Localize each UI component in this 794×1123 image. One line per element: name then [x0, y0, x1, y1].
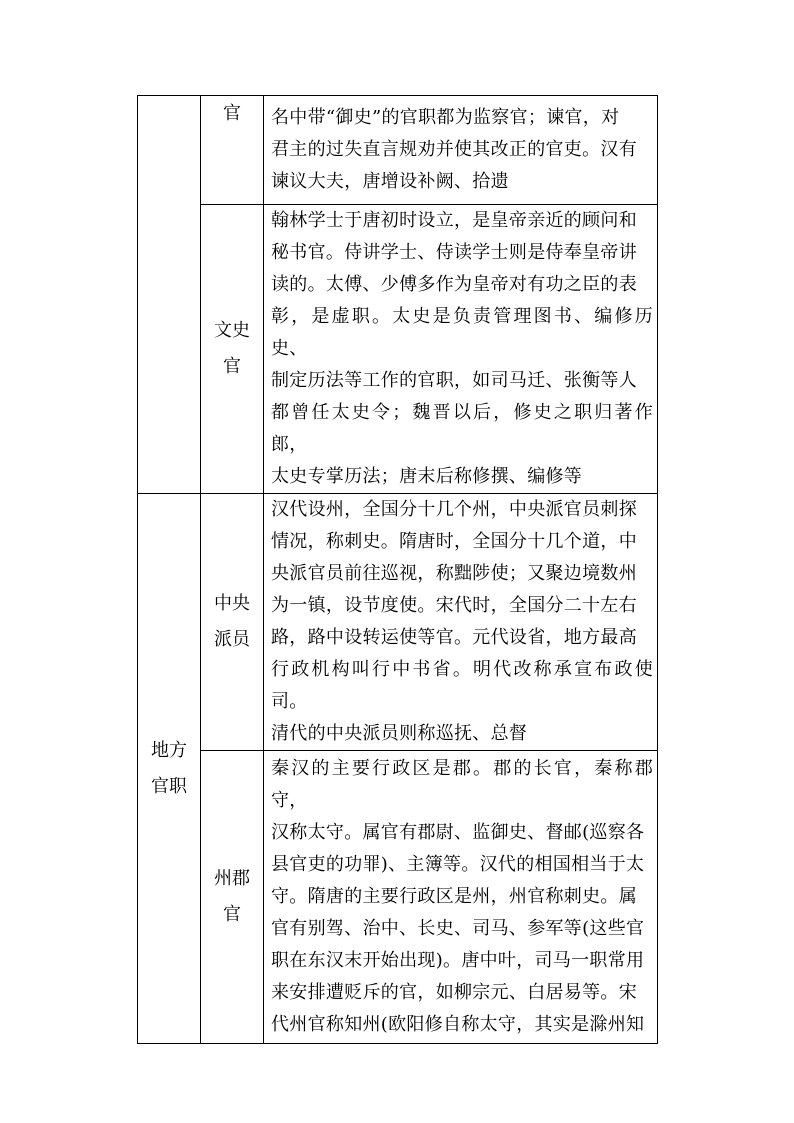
description-line: 央派官员前往巡视，称黜陟使；又聚边境数州 [271, 563, 637, 584]
description-line: 官有别驾、治中、长史、司马、参军等(这些官 [271, 918, 645, 939]
subcategory-cell [201, 205, 264, 494]
description-line: 翰林学士于唐初时设立，是皇帝亲近的顾问和 [271, 210, 637, 231]
table-row [138, 205, 658, 494]
subcategory-label: 中央 [214, 593, 250, 614]
description-line: 守。隋唐的主要行政区是州，州官称刺史。属 [271, 886, 637, 907]
description-line: 名中带“御史”的官职都为监察官；谏官，对 [271, 107, 620, 128]
category-label: 地方 [151, 739, 187, 761]
category-cell-empty [138, 96, 201, 494]
description-line: 职在东汉末开始出现)。唐中叶，司马一职常用 [271, 950, 645, 971]
description-line: 代州官称知州(欧阳修自称太守，其实是滁州知 [271, 1014, 645, 1035]
description-line: 路，路中设转运使等官。元代设省，地方最高 [271, 627, 637, 648]
subcategory-cell [201, 96, 264, 205]
description-line: 为一镇，设节度使。宋代时，全国分二十左右 [271, 595, 637, 616]
subcategory-label: 官 [223, 103, 241, 124]
description-line: 汉称太守。属官有郡尉、监御史、督邮(巡察各 [271, 822, 645, 843]
description-cell [264, 205, 658, 494]
table-row [138, 494, 658, 751]
description-line: 秘书官。侍讲学士、侍读学士则是侍奉皇帝讲 [271, 242, 637, 263]
description-line: 汉代设州，全国分十几个州，中央派官员刺探 [271, 499, 637, 520]
category-cell [138, 494, 201, 1044]
subcategory-label: 文史 [214, 320, 250, 341]
description-line: 都曾任太史令；魏晋以后，修史之职归著作郎， [271, 402, 653, 455]
description-line: 读的。太傅、少傅多作为皇帝对有功之臣的表 [271, 274, 637, 295]
official-positions-table [137, 95, 658, 1044]
subcategory-label: 派员 [214, 629, 250, 650]
subcategory-label: 官 [223, 356, 241, 377]
description-line: 制定历法等工作的官职，如司马迁、张衡等人 [271, 370, 637, 391]
subcategory-label: 官 [223, 904, 241, 925]
description-line: 谏议大夫，唐增设补阙、拾遗 [271, 171, 509, 192]
subcategory-cell [201, 751, 264, 1044]
description-line: 来安排遭贬斥的官，如柳宗元、白居易等。宋 [271, 982, 637, 1003]
description-line: 太史专掌历法；唐末后称修撰、编修等 [271, 466, 583, 487]
description-cell [264, 751, 658, 1044]
description-line: 秦汉的主要行政区是郡。郡的长官，秦称郡守， [271, 758, 653, 811]
description-line: 情况，称刺史。隋唐时，全国分十几个道，中 [271, 531, 637, 552]
description-line: 彰，是虚职。太史是负责管理图书、编修历史、 [271, 306, 653, 359]
description-cell [264, 96, 658, 205]
table-row [138, 751, 658, 1044]
subcategory-cell [201, 494, 264, 751]
description-line: 行政机构叫行中书省。明代改称承宣布政使司。 [271, 659, 653, 712]
subcategory-label: 州郡 [214, 868, 250, 889]
table-row [138, 96, 658, 205]
description-line: 清代的中央派员则称巡抚、总督 [271, 723, 528, 744]
description-cell [264, 494, 658, 751]
category-label: 官职 [151, 775, 187, 797]
description-line: 君主的过失直言规劝并使其改正的官吏。汉有 [271, 139, 637, 160]
description-line: 县官吏的功罪)、主簿等。汉代的相国相当于太 [271, 854, 645, 875]
